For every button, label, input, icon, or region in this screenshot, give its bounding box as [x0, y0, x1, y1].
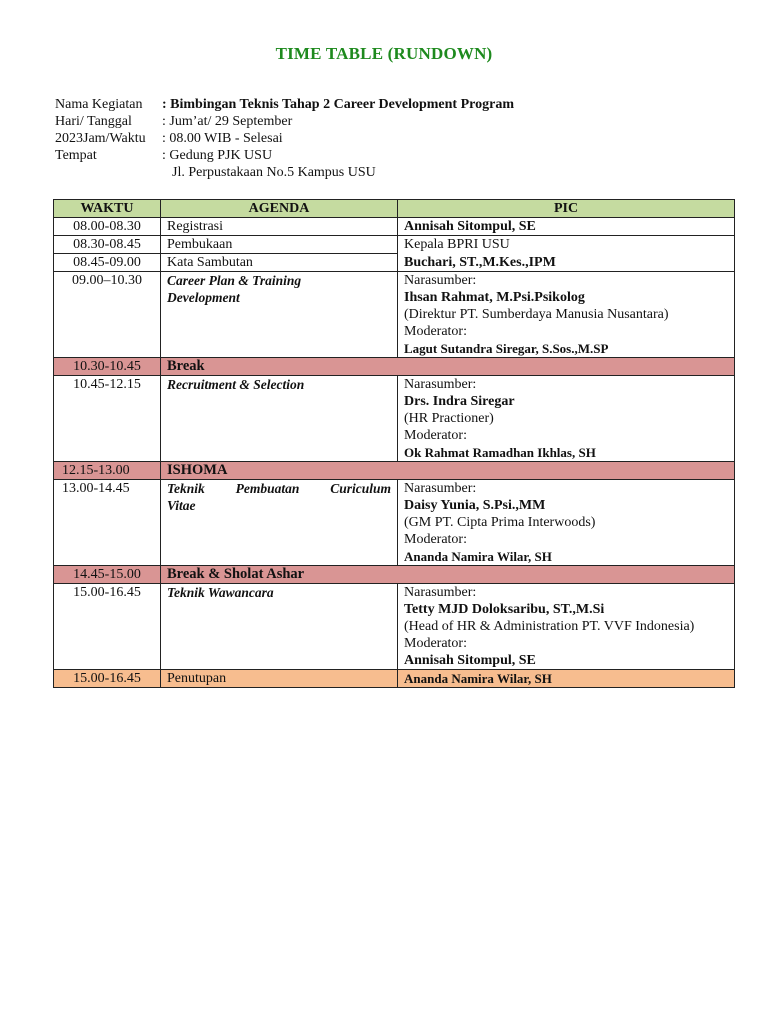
- info-value: : Gedung PJK USU: [162, 148, 273, 163]
- agenda-word: Pembuatan: [235, 481, 300, 496]
- info-label: Nama Kegiatan: [55, 97, 143, 112]
- info-row-hari: [55, 113, 514, 130]
- pic-line: (Head of HR & Administration PT. VVF Indonesia): [404, 619, 695, 634]
- pic-line: Moderator:: [404, 636, 467, 651]
- column-header-waktu: WAKTU: [54, 200, 161, 218]
- pic-line: Narasumber:: [404, 481, 477, 496]
- table-header-row: [54, 200, 735, 218]
- break-label: Break: [161, 358, 735, 376]
- pic-line: (GM PT. Cipta Prima Interwoods): [404, 515, 596, 530]
- agenda-line: Recruitment & Selection: [167, 377, 305, 392]
- table-row: [54, 218, 735, 236]
- agenda-line: Teknik Wawancara: [167, 585, 274, 600]
- table-row: [54, 584, 735, 670]
- pic-line: Narasumber:: [404, 585, 477, 600]
- pic-cell: Kepala BPRI USU: [398, 236, 735, 254]
- pic-cell: [398, 376, 735, 462]
- agenda-word: Teknik: [167, 481, 205, 496]
- event-info: [55, 96, 514, 181]
- pic-cell: Annisah Sitompul, SE: [398, 218, 735, 236]
- table-row: [54, 376, 735, 462]
- agenda-cell: Registrasi: [161, 218, 398, 236]
- table-row: [54, 272, 735, 358]
- agenda-cell: [161, 376, 398, 462]
- pic-cell: Ananda Namira Wilar, SH: [398, 670, 735, 688]
- table-row-break: [54, 462, 735, 480]
- pic-cell: Buchari, ST.,M.Kes.,IPM: [398, 254, 735, 272]
- time-cell: 15.00-16.45: [54, 584, 161, 670]
- speaker-name: Tetty MJD Doloksaribu, ST.,M.Si: [404, 602, 605, 617]
- agenda-line: Vitae: [167, 498, 196, 513]
- table-row: [54, 254, 735, 272]
- moderator-name: Lagut Sutandra Siregar, S.Sos.,M.SP: [404, 341, 609, 356]
- moderator-name: Ok Rahmat Ramadhan Ikhlas, SH: [404, 445, 596, 460]
- pic-cell: [398, 480, 735, 566]
- time-cell: 08.45-09.00: [54, 254, 161, 272]
- table-row: [54, 236, 735, 254]
- agenda-cell: [161, 480, 398, 566]
- time-cell: 08.30-08.45: [54, 236, 161, 254]
- pic-line: (HR Practioner): [404, 411, 494, 426]
- agenda-cell: Pembukaan: [161, 236, 398, 254]
- info-label: 2023Jam/Waktu: [55, 131, 146, 146]
- info-value: : Jum’at/ 29 September: [162, 114, 293, 129]
- pic-line: Moderator:: [404, 428, 467, 443]
- info-row-waktu: [55, 130, 514, 147]
- time-cell: 10.45-12.15: [54, 376, 161, 462]
- moderator-name: Annisah Sitompul, SE: [404, 653, 536, 668]
- pic-cell: [398, 272, 735, 358]
- pic-line: Moderator:: [404, 324, 467, 339]
- page-title: TIME TABLE (RUNDOWN): [275, 44, 493, 63]
- speaker-name: Drs. Indra Siregar: [404, 394, 515, 409]
- info-row-alamat: [55, 164, 514, 181]
- table-row: [54, 480, 735, 566]
- break-label: ISHOMA: [161, 462, 735, 480]
- info-label: Tempat: [55, 148, 97, 163]
- pic-line: Narasumber:: [404, 377, 477, 392]
- pic-cell: [398, 584, 735, 670]
- time-cell: 10.30-10.45: [54, 358, 161, 376]
- pic-line: (Direktur PT. Sumberdaya Manusia Nusantara): [404, 307, 669, 322]
- agenda-cell: Kata Sambutan: [161, 254, 398, 272]
- info-value: : 08.00 WIB - Selesai: [162, 131, 283, 146]
- column-header-agenda: AGENDA: [161, 200, 398, 218]
- pic-line: Moderator:: [404, 532, 467, 547]
- agenda-line: Development: [167, 290, 240, 305]
- speaker-name: Ihsan Rahmat, M.Psi.Psikolog: [404, 290, 585, 305]
- agenda-cell: [161, 272, 398, 358]
- agenda-line: Career Plan & Training: [167, 273, 302, 288]
- column-header-pic: PIC: [398, 200, 735, 218]
- table-row-closing: [54, 670, 735, 688]
- pic-line: Narasumber:: [404, 273, 477, 288]
- info-label: Hari/ Tanggal: [55, 114, 132, 129]
- moderator-name: Ananda Namira Wilar, SH: [404, 549, 552, 564]
- speaker-name: Daisy Yunia, S.Psi.,MM: [404, 498, 546, 513]
- table-row-break: [54, 566, 735, 584]
- agenda-word: Curiculum: [330, 481, 391, 496]
- time-cell: 08.00-08.30: [54, 218, 161, 236]
- info-row-tempat: [55, 147, 514, 164]
- time-cell: 15.00-16.45: [54, 670, 161, 688]
- info-value: : Bimbingan Teknis Tahap 2 Career Development Program: [162, 97, 514, 112]
- time-cell: 12.15-13.00: [54, 462, 161, 480]
- time-cell: 09.00–10.30: [54, 272, 161, 358]
- time-cell: 14.45-15.00: [54, 566, 161, 584]
- table-row-break: [54, 358, 735, 376]
- info-value: Jl. Perpustakaan No.5 Kampus USU: [172, 165, 376, 180]
- agenda-line: [167, 480, 397, 497]
- rundown-table: [53, 199, 735, 688]
- info-row-nama: [55, 96, 514, 113]
- agenda-cell: [161, 584, 398, 670]
- break-label: Break & Sholat Ashar: [161, 566, 735, 584]
- agenda-cell: Penutupan: [161, 670, 398, 688]
- time-cell: 13.00-14.45: [54, 480, 161, 566]
